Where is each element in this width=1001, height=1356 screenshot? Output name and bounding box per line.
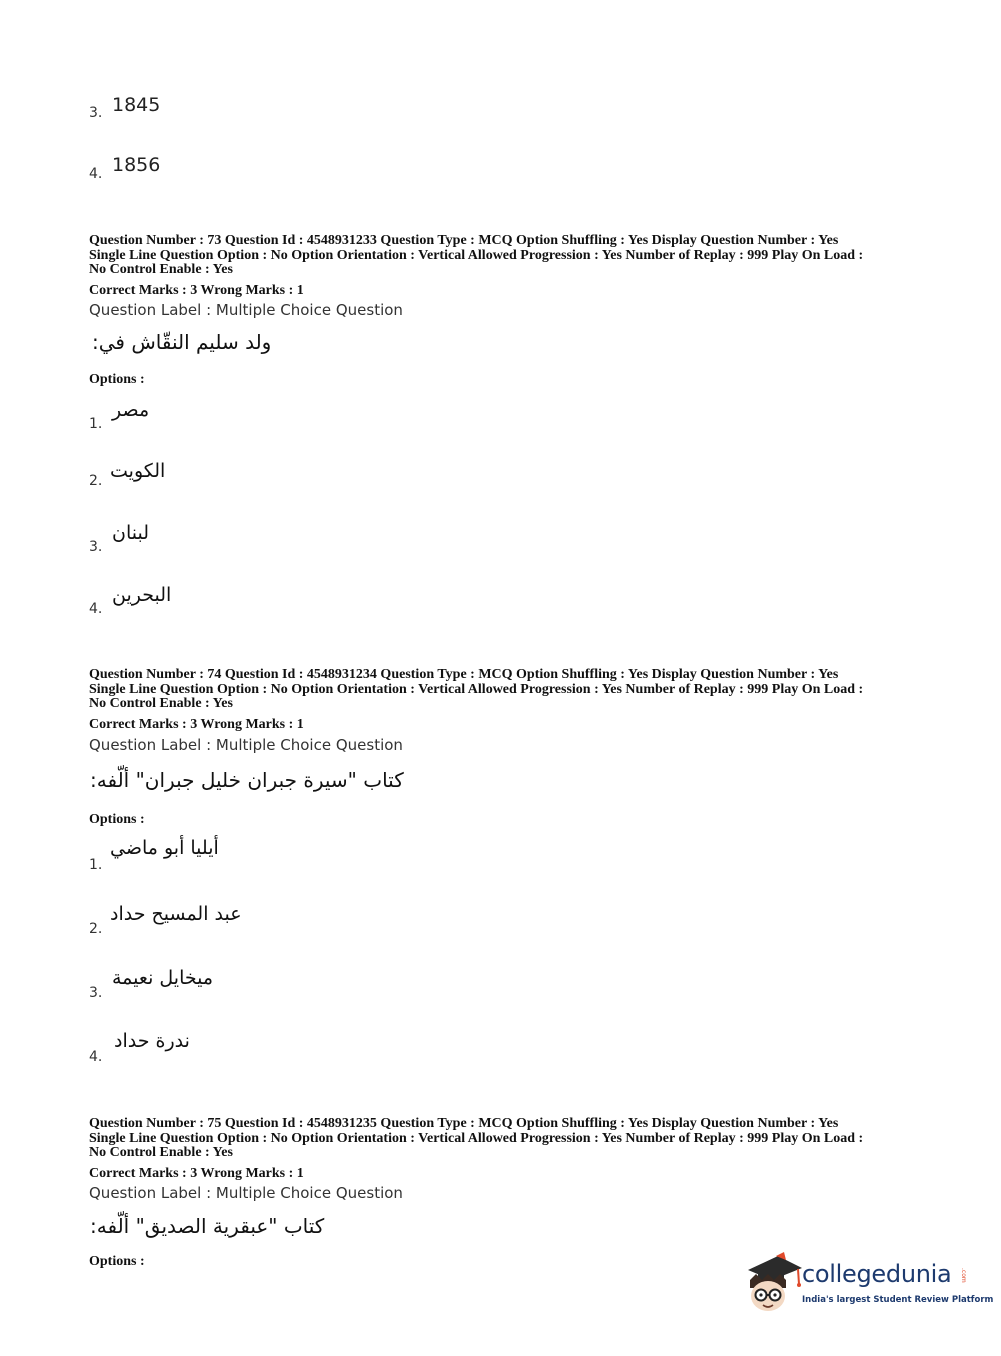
option-number: 1.	[89, 416, 103, 432]
meta-line: Question Number : 75 Question Id : 4548931235 Question Type : MCQ Option Shuffling : Yes Display Question Number : Yes	[89, 1116, 839, 1131]
meta-line: Single Line Question Option : No Option Orientation : Vertical Allowed Progression : Yes Number of Replay : 999 Play On Load :	[89, 1130, 864, 1146]
question-text: كتاب "سيرة جبران خليل جبران" ألّفه:	[90, 768, 404, 792]
question-meta	[89, 668, 919, 712]
meta-line: No Control Enable : Yes	[89, 696, 233, 711]
meta-line: No Control Enable : Yes	[89, 1145, 233, 1160]
option-number: 4.	[89, 1049, 103, 1065]
logo-wordmark: collegedunia	[802, 1260, 952, 1288]
meta-line: Question Number : 74 Question Id : 4548931234 Question Type : MCQ Option Shuffling : Yes Display Question Number : Yes	[89, 667, 839, 682]
meta-line: Question Number : 73 Question Id : 4548931233 Question Type : MCQ Option Shuffling : Yes Display Question Number : Yes	[89, 233, 839, 248]
marks-line: Correct Marks : 3 Wrong Marks : 1	[89, 717, 304, 732]
option-number: 1.	[89, 857, 103, 873]
logo-suffix: .com	[960, 1268, 967, 1283]
option-number: 3.	[89, 105, 103, 121]
option-text: لبنان	[112, 522, 149, 544]
meta-line: No Control Enable : Yes	[89, 262, 233, 277]
option-number: 3.	[89, 985, 103, 1001]
option-number: 4.	[89, 601, 103, 617]
meta-line: Single Line Question Option : No Option Orientation : Vertical Allowed Progression : Yes Number of Replay : 999 Play On Load :	[89, 681, 864, 697]
option-number: 2.	[89, 921, 103, 937]
option-text: ندرة حداد	[114, 1030, 190, 1052]
marks-line: Correct Marks : 3 Wrong Marks : 1	[89, 1166, 304, 1181]
options-label: Options :	[89, 1254, 145, 1269]
question-meta	[89, 234, 919, 278]
option-text: البحرين	[112, 584, 172, 606]
option-text: عبد المسيح حداد	[110, 903, 242, 925]
option-text: 1856	[112, 154, 161, 176]
option-text: 1845	[112, 94, 161, 116]
question-label: Question Label : Multiple Choice Question	[89, 736, 403, 754]
option-text: مصر	[112, 399, 150, 421]
option-text: أيليا أبو ماضي	[110, 837, 219, 859]
question-text: ولد سليم النقّاش في:	[92, 330, 272, 354]
mascot-icon	[742, 1250, 804, 1316]
option-number: 3.	[89, 539, 103, 555]
question-label: Question Label : Multiple Choice Question	[89, 301, 403, 319]
question-meta	[89, 1117, 919, 1161]
question-text: كتاب "عبقرية الصديق" ألّفه:	[90, 1214, 325, 1238]
option-number: 2.	[89, 473, 103, 489]
marks-line: Correct Marks : 3 Wrong Marks : 1	[89, 283, 304, 298]
option-text: الكويت	[110, 460, 166, 482]
option-text: ميخايل نعيمة	[112, 967, 214, 989]
meta-line: Single Line Question Option : No Option Orientation : Vertical Allowed Progression : Yes Number of Replay : 999 Play On Load :	[89, 247, 864, 263]
question-label: Question Label : Multiple Choice Question	[89, 1184, 403, 1202]
option-number: 4.	[89, 166, 103, 182]
logo-tagline: India's largest Student Review Platform	[802, 1295, 994, 1305]
options-label: Options :	[89, 812, 145, 827]
options-label: Options :	[89, 372, 145, 387]
collegedunia-logo	[742, 1250, 994, 1320]
